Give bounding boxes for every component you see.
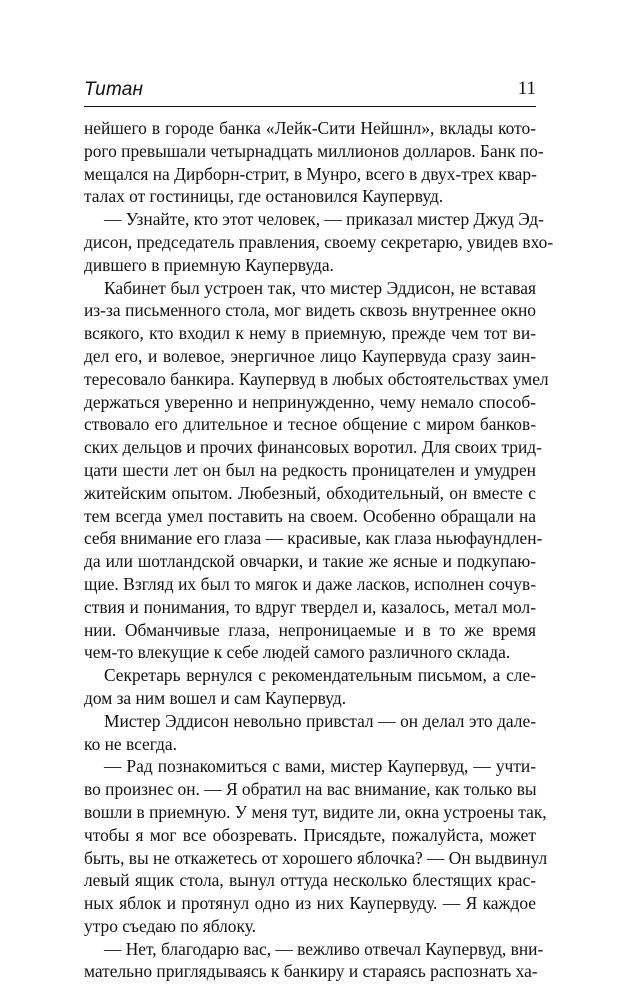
text-line: нейшего в городе банка «Лейк-Сити Нейшнл», вклады кото- <box>84 118 536 138</box>
text-line: ствовало его длительное и тесное общение с миром банков- <box>84 414 536 435</box>
text-line: — Рад познакомиться с вами, мистер Каупервуд, — учти- <box>104 756 536 777</box>
text-line: ствия и понимания, то вдруг твердел и, казалось, метал мол- <box>84 596 536 617</box>
text-line: быть, вы не откажетесь от хорошего яблочка? — Он выдвинул <box>84 847 548 868</box>
text-line: тем всегда умел поставить на своем. Особенно обращали на <box>84 505 536 526</box>
text-line: из-за письменного стола, мог видеть сквозь внутреннее окно <box>84 300 536 321</box>
text-line: дом за ним вошел и сам Каупервуд. <box>84 687 347 708</box>
text-line: мещался на Дирборн-стрит, в Мунро, всего в двух-трех квар- <box>84 163 537 184</box>
text-line: во произнес он. — Я обратил на вас внимание, как только вы <box>84 779 537 800</box>
text-line: чтобы я мог все обозревать. Присядьте, пожалуйста, может <box>84 824 536 845</box>
text-line: цати шести лет он был на редкость проницателен и умудрен <box>84 459 536 480</box>
text-line: Кабинет был устроен так, что мистер Эддисон, не вставая <box>104 277 536 298</box>
text-line: да или шотландской овчарки, и такие же ясные и подкупаю- <box>84 551 536 572</box>
text-line: Мистер Эддисон невольно привстал — он делал это дале- <box>104 710 536 731</box>
text-line: нии. Обманчивые глаза, непроницаемые и в то же время <box>84 619 536 640</box>
text-line: чем-то влекущие к себе людей самого различного склада. <box>84 642 511 663</box>
text-line: тересовало банкира. Каупервуд в любых обстоятельствах умел <box>84 368 549 389</box>
body-text <box>84 117 554 983</box>
text-line: левый ящик стола, вынул оттуда несколько блестящих крас- <box>84 870 536 891</box>
text-line: Секретарь вернулся с рекомендательным письмом, а сле- <box>104 665 536 686</box>
text-line: житейским опытом. Любезный, обходительный, он вместе с <box>84 482 536 503</box>
text-line: дисон, председатель правления, своему секретарю, увидев вхо- <box>84 231 554 252</box>
book-page <box>84 76 554 983</box>
text-line: утро съедаю по яблоку. <box>84 915 256 936</box>
text-line: вошли в приемную. У меня тут, видите ли, окна устроены так, <box>84 801 547 822</box>
text-line: дел его, и волевое, энергичное лицо Каупервуда сразу заин- <box>84 345 536 366</box>
text-line: всякого, кто входил к нему в приемную, прежде чем тот ви- <box>84 323 536 344</box>
text-line: — Узнайте, кто этот человек, — приказал мистер Джуд Эд- <box>104 209 544 230</box>
text-line: держаться уверенно и непринужденно, чему немало способ- <box>84 391 536 412</box>
text-line: себя внимание его глаза — красивые, как глаза ньюфаундлен- <box>84 528 543 549</box>
running-header <box>84 76 536 107</box>
page-number: 11 <box>517 78 536 99</box>
text-line: рого превышали четырнадцать миллионов долларов. Банк по- <box>84 140 544 161</box>
text-line: щие. Взгляд их был то мягок и даже ласков, исполнен сочув- <box>84 573 536 594</box>
text-line: мательно приглядываясь к банкиру и стараясь распознать ха- <box>84 961 538 982</box>
text-line: ных яблок и протянул одно из них Каупервуду. — Я каждое <box>84 893 536 914</box>
text-line: талах от гостиницы, где остановился Каупервуд. <box>84 186 444 207</box>
text-line: дившего в приемную Каупервуда. <box>84 254 334 275</box>
text-line: — Нет, благодарю вас, — вежливо отвечал Каупервуд, вни- <box>104 938 544 959</box>
running-title: Титан <box>84 79 144 100</box>
text-line: ских дельцов и прочих финансовых воротил. Для своих трид- <box>84 437 542 458</box>
text-line: ко не всегда. <box>84 733 177 754</box>
